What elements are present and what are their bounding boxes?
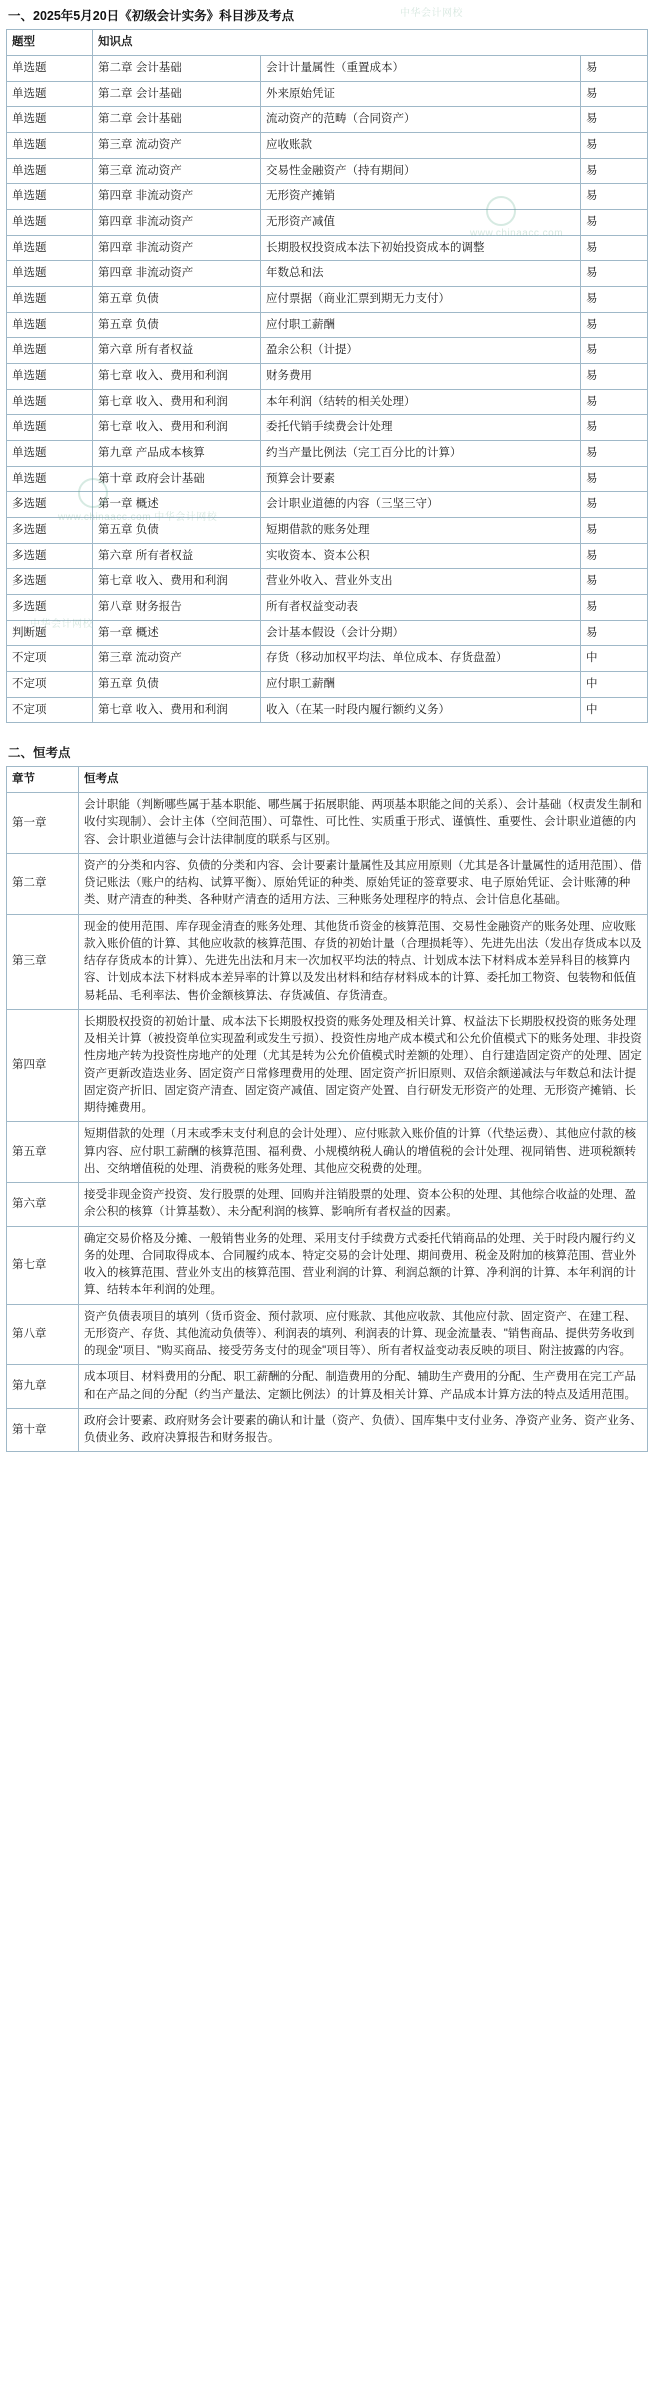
table-row <box>7 1122 648 1183</box>
cell-point: 实收资本、资本公积 <box>261 543 581 569</box>
cell-chapter: 第四章 非流动资产 <box>93 261 261 287</box>
table-row <box>7 543 648 569</box>
cell-chapter: 第一章 概述 <box>93 620 261 646</box>
table-row <box>7 914 648 1009</box>
cell-point: 盈余公积（计提） <box>261 338 581 364</box>
table-row <box>7 261 648 287</box>
cell-point: 资产负债表项目的填列（货币资金、预付款项、应付账款、其他应收款、其他应付款、固定资产、在建工程、无形资产、存货、其他流动负债等）、利润表的填列、利润表的计算、现金流量表、"销售商品、提供劳务收到的现金"项目、"购买商品、接受劳务支付的现金"项目等）、所有者权益变动表反映的项目、附注披露的内容。 <box>79 1304 648 1365</box>
cell-point: 应付职工薪酬 <box>261 672 581 698</box>
recurring-points-body <box>7 793 648 1452</box>
cell-difficulty: 易 <box>581 363 648 389</box>
cell-point: 接受非现金资产投资、发行股票的处理、回购并注销股票的处理、资本公积的处理、其他综合收益的处理、盈余公积的核算（计算基数）、未分配利润的核算、影响所有者权益的因素。 <box>79 1183 648 1227</box>
cell-point: 收入（在某一时段内履行额约义务） <box>261 697 581 723</box>
table-row <box>7 441 648 467</box>
cell-type: 单选题 <box>7 363 93 389</box>
cell-difficulty: 易 <box>581 132 648 158</box>
cell-type: 单选题 <box>7 209 93 235</box>
watermark-text: www.chinaacc.com <box>470 228 564 239</box>
table-row <box>7 697 648 723</box>
exam-points-body <box>7 55 648 722</box>
cell-chapter: 第三章 流动资产 <box>93 132 261 158</box>
cell-chapter: 第六章 所有者权益 <box>93 338 261 364</box>
cell-difficulty: 易 <box>581 441 648 467</box>
table-row <box>7 235 648 261</box>
cell-difficulty: 易 <box>581 81 648 107</box>
cell-difficulty: 易 <box>581 518 648 544</box>
cell-type: 多选题 <box>7 595 93 621</box>
cell-type: 单选题 <box>7 415 93 441</box>
cell-chapter: 第五章 负债 <box>93 312 261 338</box>
table-row <box>7 853 648 914</box>
cell-point: 确定交易价格及分摊、一般销售业务的处理、采用支付手续费方式委托代销商品的处理、关于时段内履行约义务的处理、合同取得成本、合同履约成本、特定交易的会计处理、期间费用、税金及附加的核算范围、营业外收入的核算范围、营业外支出的核算范围、营业利润的计算、利润总额的计算、净利润的计算、本年利润的计算、结转本年利润的处理。 <box>79 1226 648 1304</box>
cell-difficulty: 易 <box>581 107 648 133</box>
cell-chapter: 第七章 收入、费用和利润 <box>93 389 261 415</box>
cell-difficulty: 易 <box>581 235 648 261</box>
cell-point: 外来原始凭证 <box>261 81 581 107</box>
cell-chapter: 第一章 概述 <box>93 492 261 518</box>
cell-difficulty: 中 <box>581 646 648 672</box>
table-row <box>7 107 648 133</box>
cell-type: 单选题 <box>7 389 93 415</box>
cell-chapter: 第二章 <box>7 853 79 914</box>
section-title-exam-points: 一、2025年5月20日《初级会计实务》科目涉及考点 <box>8 9 295 23</box>
cell-difficulty: 易 <box>581 492 648 518</box>
table-row <box>7 1365 648 1409</box>
table-row <box>7 646 648 672</box>
cell-chapter: 第二章 会计基础 <box>93 81 261 107</box>
table-row <box>7 55 648 81</box>
cell-type: 单选题 <box>7 184 93 210</box>
cell-chapter: 第四章 <box>7 1009 79 1122</box>
cell-difficulty: 易 <box>581 184 648 210</box>
watermark-text: 中华会计网校 <box>30 619 93 630</box>
table-row <box>7 132 648 158</box>
cell-chapter: 第五章 负债 <box>93 518 261 544</box>
cell-chapter: 第十章 政府会计基础 <box>93 466 261 492</box>
exam-points-table <box>6 29 648 723</box>
table-row <box>7 389 648 415</box>
cell-type: 不定项 <box>7 697 93 723</box>
table-row <box>7 595 648 621</box>
cell-type: 单选题 <box>7 261 93 287</box>
cell-point: 无形资产摊销 <box>261 184 581 210</box>
cell-point: 委托代销手续费会计处理 <box>261 415 581 441</box>
table-row <box>7 1408 648 1452</box>
cell-point: 无形资产减值 <box>261 209 581 235</box>
cell-type: 单选题 <box>7 132 93 158</box>
cell-difficulty: 易 <box>581 415 648 441</box>
cell-type: 多选题 <box>7 492 93 518</box>
table-row <box>7 184 648 210</box>
cell-chapter: 第四章 非流动资产 <box>93 184 261 210</box>
cell-difficulty: 易 <box>581 286 648 312</box>
cell-point: 营业外收入、营业外支出 <box>261 569 581 595</box>
cell-point: 会计计量属性（重置成本） <box>261 55 581 81</box>
cell-type: 多选题 <box>7 569 93 595</box>
cell-type: 单选题 <box>7 55 93 81</box>
cell-chapter: 第二章 会计基础 <box>93 107 261 133</box>
cell-point: 存货（移动加权平均法、单位成本、存货盘盈） <box>261 646 581 672</box>
cell-difficulty: 易 <box>581 620 648 646</box>
cell-type: 单选题 <box>7 466 93 492</box>
cell-point: 短期借款的处理（月末或季末支付利息的会计处理）、应付账款入账价值的计算（代垫运费）、其他应付款的核算内容、应付职工薪酬的核算范围、福利费、小规模纳税人确认的增值税的会计处理、视同销售、进项税额转出、交纳增值税的处理、消费税的账务处理、其他应交税费的处理。 <box>79 1122 648 1183</box>
table-row <box>7 209 648 235</box>
section-title-recurring-points: 二、恒考点 <box>8 746 71 761</box>
cell-chapter: 第五章 负债 <box>93 286 261 312</box>
cell-point: 约当产量比例法（完工百分比的计算） <box>261 441 581 467</box>
cell-difficulty: 易 <box>581 158 648 184</box>
cell-chapter: 第七章 收入、费用和利润 <box>93 363 261 389</box>
cell-chapter: 第四章 非流动资产 <box>93 235 261 261</box>
table-row <box>7 492 648 518</box>
cell-point: 会计基本假设（会计分期） <box>261 620 581 646</box>
table-row <box>7 81 648 107</box>
cell-difficulty: 易 <box>581 569 648 595</box>
cell-chapter: 第一章 <box>7 793 79 854</box>
cell-point: 会计职能（判断哪些属于基本职能、哪些属于拓展职能、两项基本职能之间的关系）、会计基础（权责发生制和收付实现制）、会计主体（空间范围）、可靠性、可比性、实质重于形式、谨慎性、重要性、会计职业道德的内容、会计职业道德与会计法律制度的联系与区别。 <box>79 793 648 854</box>
table-row <box>7 363 648 389</box>
cell-chapter: 第七章 收入、费用和利润 <box>93 415 261 441</box>
cell-type: 单选题 <box>7 338 93 364</box>
cell-chapter: 第四章 非流动资产 <box>93 209 261 235</box>
watermark-text: www.chinaacc.com 中华会计网校 <box>58 512 218 523</box>
cell-point: 资产的分类和内容、负债的分类和内容、会计要素计量属性及其应用原则（尤其是各计量属性的适用范围）、借贷记账法（账户的结构、试算平衡）、原始凭证的种类、原始凭证的签章要求、电子原始凭证、会计账薄的种类、财产清查的种类、各种财产清查的适用方法、三种账务处理程序的特点、会计信息化基础。 <box>79 853 648 914</box>
cell-type: 单选题 <box>7 441 93 467</box>
cell-point: 短期借款的账务处理 <box>261 518 581 544</box>
table-row <box>7 312 648 338</box>
cell-chapter: 第五章 负债 <box>93 672 261 698</box>
table-row <box>7 466 648 492</box>
cell-chapter: 第九章 <box>7 1365 79 1409</box>
cell-point: 本年利润（结转的相关处理） <box>261 389 581 415</box>
cell-point: 政府会计要素、政府财务会计要素的确认和计量（资产、负债）、国库集中支付业务、净资产业务、资产业务、负债业务、政府决算报告和财务报告。 <box>79 1408 648 1452</box>
cell-type: 多选题 <box>7 518 93 544</box>
cell-point: 应付票据（商业汇票到期无力支付） <box>261 286 581 312</box>
cell-difficulty: 易 <box>581 55 648 81</box>
cell-point: 所有者权益变动表 <box>261 595 581 621</box>
table-row <box>7 1304 648 1365</box>
table-row <box>7 158 648 184</box>
cell-chapter: 第十章 <box>7 1408 79 1452</box>
table-row <box>7 338 648 364</box>
cell-difficulty: 易 <box>581 595 648 621</box>
cell-point: 应付职工薪酬 <box>261 312 581 338</box>
header-knowledge-point: 知识点 <box>93 30 648 56</box>
cell-chapter: 第七章 <box>7 1226 79 1304</box>
cell-type: 多选题 <box>7 543 93 569</box>
table-row <box>7 672 648 698</box>
table-row <box>7 415 648 441</box>
header-chapter: 章节 <box>7 767 79 793</box>
cell-type: 单选题 <box>7 286 93 312</box>
cell-type: 不定项 <box>7 646 93 672</box>
cell-type: 单选题 <box>7 81 93 107</box>
cell-difficulty: 易 <box>581 389 648 415</box>
cell-difficulty: 易 <box>581 312 648 338</box>
cell-difficulty: 易 <box>581 338 648 364</box>
cell-point: 财务费用 <box>261 363 581 389</box>
cell-type: 不定项 <box>7 672 93 698</box>
cell-difficulty: 中 <box>581 672 648 698</box>
section-gap <box>6 723 647 737</box>
header-recurring-point: 恒考点 <box>79 767 648 793</box>
cell-chapter: 第二章 会计基础 <box>93 55 261 81</box>
cell-point: 交易性金融资产（持有期间） <box>261 158 581 184</box>
table-row <box>7 620 648 646</box>
cell-chapter: 第八章 财务报告 <box>93 595 261 621</box>
table-header-row <box>7 767 648 793</box>
cell-point: 应收账款 <box>261 132 581 158</box>
watermark-text: 中华会计网校 <box>400 8 463 19</box>
cell-chapter: 第六章 所有者权益 <box>93 543 261 569</box>
table-row <box>7 793 648 854</box>
cell-type: 单选题 <box>7 158 93 184</box>
table-row <box>7 569 648 595</box>
cell-point: 会计职业道德的内容（三坚三守） <box>261 492 581 518</box>
cell-difficulty: 易 <box>581 261 648 287</box>
cell-chapter: 第五章 <box>7 1122 79 1183</box>
cell-point: 长期股权投资的初始计量、成本法下长期股权投资的账务处理及相关计算、权益法下长期股权投资的账务处理及相关计算（被投资单位实现盈利或发生亏损）、投资性房地产成本模式和公允价值模式下的账务处理、非投资性房地产转为投资性房地产的处理（尤其是转为公允价值模式时差额的处理）、自行建造固定资产的处理、固定资产更新改造迭业务、固定资产日常修理费用的处理、固定资产折旧原则、双倍余额递减法与年数总和法计提固定资产折旧、固定资产清查、固定资产减值、固定资产处置、自行研发无形资产的处理、无形资产摊销、长期待摊费用。 <box>79 1009 648 1122</box>
cell-chapter: 第六章 <box>7 1183 79 1227</box>
cell-point: 年数总和法 <box>261 261 581 287</box>
table-row <box>7 1183 648 1227</box>
cell-difficulty: 易 <box>581 466 648 492</box>
cell-point: 流动资产的范畴（合同资产） <box>261 107 581 133</box>
cell-chapter: 第三章 流动资产 <box>93 646 261 672</box>
table-row <box>7 518 648 544</box>
cell-type: 单选题 <box>7 107 93 133</box>
cell-point: 成本项目、材料费用的分配、职工薪酬的分配、制造费用的分配、辅助生产费用的分配、生产费用在完工产品和在产品之间的分配（约当产量法、定额比例法）的计算及相关计算、产品成本计算方法的特点及适用范围。 <box>79 1365 648 1409</box>
recurring-points-table <box>6 766 648 1452</box>
cell-chapter: 第七章 收入、费用和利润 <box>93 569 261 595</box>
cell-chapter: 第八章 <box>7 1304 79 1365</box>
cell-type: 单选题 <box>7 312 93 338</box>
table-header-row <box>7 30 648 56</box>
cell-point: 现金的使用范围、库存现金清查的账务处理、其他货币资金的核算范围、交易性金融资产的账务处理、应收账款入账价值的计算、其他应收款的核算范围、存货的初始计量（合理损耗等）、先进先出法（发出存货成本以及结存存货成本的计算）、先进先出法和月末一次加权平均法的特点、计划成本法下材料成本差异科目的核算内容、计划成本法下材料成本差异率的计算以及发出材料和结存材料成本的计算、委托加工物资、包装物和低值易耗品、毛利率法、售价金额核算法、存货减值、存货清查。 <box>79 914 648 1009</box>
cell-difficulty: 易 <box>581 209 648 235</box>
table-row <box>7 1009 648 1122</box>
header-question-type: 题型 <box>7 30 93 56</box>
table-row <box>7 1226 648 1304</box>
cell-chapter: 第七章 收入、费用和利润 <box>93 697 261 723</box>
cell-chapter: 第三章 <box>7 914 79 1009</box>
cell-chapter: 第三章 流动资产 <box>93 158 261 184</box>
cell-type: 判断题 <box>7 620 93 646</box>
cell-difficulty: 中 <box>581 697 648 723</box>
cell-chapter: 第九章 产品成本核算 <box>93 441 261 467</box>
table-row <box>7 286 648 312</box>
cell-difficulty: 易 <box>581 543 648 569</box>
cell-point: 预算会计要素 <box>261 466 581 492</box>
cell-type: 单选题 <box>7 235 93 261</box>
cell-point: 长期股权投资成本法下初始投资成本的调整 <box>261 235 581 261</box>
